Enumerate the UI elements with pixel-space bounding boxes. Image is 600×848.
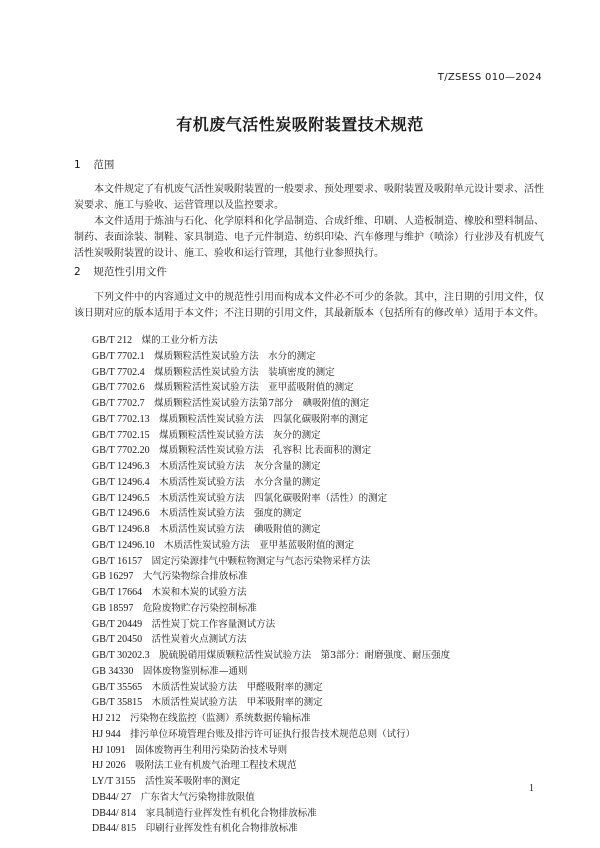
reference-item	[92, 506, 450, 522]
reference-code: GB/T 7702.6	[92, 382, 145, 394]
reference-item	[92, 475, 450, 491]
reference-title: 木质活性炭试验方法 亚甲基蓝吸附值的测定	[164, 539, 355, 551]
reference-item	[92, 758, 450, 774]
reference-code: DB44/ 27	[92, 791, 132, 803]
reference-code: LY/T 3155	[92, 776, 136, 787]
section-title: 范围	[93, 159, 115, 171]
reference-item	[92, 396, 450, 412]
reference-title: 大气污染物综合排放标准	[142, 571, 248, 583]
reference-code: GB/T 212	[92, 335, 133, 346]
reference-title: 木质活性炭试验方法 甲醛吸附率的测定	[151, 681, 323, 693]
reference-item	[92, 522, 450, 538]
reference-title: 煤质颗粒活性炭试验方法 四氯化碳吸附率的测定	[159, 413, 369, 425]
reference-code: GB/T 12496.4	[92, 476, 150, 488]
reference-item	[92, 412, 450, 428]
scope-paragraph-1: 本文件规定了有机废气活性炭吸附装置的一般要求、预处理要求、吸附装置及吸附单元设计要求、活性炭要求、施工与验收、运营管理以及监控要求。	[74, 184, 544, 211]
reference-title: 活性炭苯吸附率的测定	[145, 776, 241, 787]
reference-item	[92, 428, 450, 444]
reference-item	[92, 821, 450, 837]
reference-code: HJ 212	[92, 713, 121, 724]
reference-code: DB44/ 814	[92, 807, 137, 819]
reference-code: GB 18597	[92, 602, 134, 614]
reference-title: 脱硫脱硝用煤质颗粒活性炭试验方法 第3部分：耐磨强度、耐压强度	[159, 650, 451, 661]
reference-code: GB/T 12496.10	[92, 539, 155, 551]
standard-code: T/ZSESS 010—2024	[437, 72, 542, 83]
reference-code: DB44/ 815	[92, 823, 137, 835]
reference-item	[92, 727, 450, 743]
reference-title: 印刷行业挥发性有机化合物排放标准	[145, 823, 298, 835]
reference-title: 木质活性炭试验方法 四氯化碳吸附率（活性）的测定	[159, 492, 388, 504]
reference-title: 固体废物鉴别标准—通则	[142, 665, 248, 677]
reference-code: HJ 2026	[92, 760, 126, 772]
reference-code: GB/T 30202.3	[92, 650, 150, 661]
reference-item	[92, 349, 450, 365]
reference-code: GB/T 20450	[92, 634, 143, 646]
reference-item	[92, 585, 450, 601]
section-number: 1	[74, 159, 81, 171]
reference-item	[92, 774, 450, 790]
reference-code: GB/T 16157	[92, 555, 143, 567]
reference-title: 煤质颗粒活性炭试验方法 装填密度的测定	[154, 366, 335, 378]
reference-item	[92, 743, 450, 759]
reference-item	[92, 617, 450, 633]
reference-code: GB/T 7702.1	[92, 350, 145, 362]
reference-title: 木质活性炭试验方法 甲苯吸附率的测定	[151, 697, 323, 709]
reference-code: GB/T 7702.7	[92, 398, 145, 409]
reference-code: GB 16297	[92, 571, 134, 583]
reference-code: HJ 1091	[92, 744, 126, 756]
reference-title: 排污单位环境管理台账及排污许可证执行报告技术规范总则（试行）	[130, 728, 416, 740]
reference-title: 煤质颗粒活性炭试验方法 亚甲蓝吸附值的测定	[154, 382, 354, 394]
reference-code: GB/T 12496.6	[92, 508, 150, 520]
reference-code: GB/T 12496.8	[92, 524, 150, 535]
reference-item	[92, 380, 450, 396]
reference-item	[92, 711, 450, 727]
scope-paragraph-2: 本文件适用于炼油与石化、化学原料和化学品制造、合成纤维、印刷、人造板制造、橡胶和塑料制品、制药、表面涂装、制鞋、家具制造、电子元件制造、纺织印染、汽车修理与维护（喷涂）行业涉及有机废气活性炭吸附装置的设计、施工、验收和运行管理，其他行业参照执行。	[74, 216, 544, 259]
reference-title: 广东省大气污染物排放限值	[140, 791, 255, 803]
reference-code: GB/T 7702.4	[92, 366, 145, 378]
reference-item	[92, 569, 450, 585]
reference-code: GB/T 7702.20	[92, 445, 150, 457]
reference-title: 木炭和木炭的试验方法	[151, 587, 247, 598]
reference-code: GB/T 7702.13	[92, 413, 150, 425]
reference-code: GB/T 12496.3	[92, 461, 150, 472]
reference-title: 污染物在线监控（监测）系统数据传输标准	[130, 713, 311, 724]
reference-item	[92, 664, 450, 680]
reference-title: 煤质颗粒活性炭试验方法 灰分的测定	[159, 429, 321, 441]
reference-item	[92, 333, 450, 349]
reference-title: 危险废物贮存污染控制标准	[142, 602, 257, 614]
reference-item	[92, 806, 450, 822]
reference-item	[92, 601, 450, 617]
section-title: 规范性引用文件	[93, 266, 167, 278]
reference-code: GB/T 12496.5	[92, 492, 150, 504]
references-intro-paragraph: 下列文件中的内容通过文中的规范性引用而构成本文件必不可少的条款。其中，注日期的引用文件，仅该日期对应的版本适用于本文件；不注日期的引用文件，其最新版本（包括所有的修改单）适用于本文件。	[74, 292, 544, 319]
reference-code: GB/T 17664	[92, 587, 143, 598]
reference-code: GB/T 35565	[92, 681, 143, 693]
section-heading-references	[74, 264, 167, 279]
reference-title: 固体废物再生利用污染防治技术导则	[135, 744, 288, 756]
reference-title: 木质活性炭试验方法 灰分含量的测定	[159, 461, 321, 472]
reference-code: GB/T 7702.15	[92, 429, 150, 441]
reference-code: HJ 944	[92, 728, 121, 740]
reference-code: GB/T 35815	[92, 697, 143, 709]
reference-title: 煤质颗粒活性炭试验方法 水分的测定	[154, 350, 316, 362]
normative-references-list	[92, 333, 450, 837]
reference-title: 木质活性炭试验方法 强度的测定	[159, 508, 302, 520]
section-heading-scope	[74, 157, 114, 172]
reference-item	[92, 443, 450, 459]
reference-item	[92, 632, 450, 648]
reference-code: GB 34330	[92, 665, 134, 677]
reference-item	[92, 680, 450, 696]
reference-title: 家具制造行业挥发性有机化合物排放标准	[145, 807, 317, 819]
reference-title: 木质活性炭试验方法 水分含量的测定	[159, 476, 321, 488]
reference-title: 活性炭丁烷工作容量测试方法	[151, 618, 276, 630]
reference-item	[92, 648, 450, 664]
document-title: 有机废气活性炭吸附装置技术规范	[176, 115, 424, 134]
reference-item	[92, 790, 450, 806]
section-number: 2	[74, 266, 81, 278]
reference-code: GB/T 20449	[92, 618, 143, 630]
reference-item	[92, 554, 450, 570]
page-number: 1	[529, 783, 534, 794]
reference-title: 固定污染源排气中颗粒物测定与气态污染物采样方法	[151, 555, 371, 567]
reference-title: 活性炭着火点测试方法	[151, 634, 247, 646]
reference-item	[92, 365, 450, 381]
reference-item	[92, 538, 450, 554]
reference-title: 煤的工业分析方法	[141, 335, 218, 346]
reference-item	[92, 459, 450, 475]
reference-title: 吸附法工业有机废气治理工程技术规范	[135, 760, 297, 772]
reference-title: 煤质颗粒活性炭试验方法 孔容积 比表面积的测定	[159, 445, 372, 457]
reference-item	[92, 491, 450, 507]
reference-title: 木质活性炭试验方法 碘吸附值的测定	[159, 524, 321, 535]
reference-item	[92, 695, 450, 711]
reference-title: 煤质颗粒活性炭试验方法第7部分 碘吸附值的测定	[154, 398, 370, 409]
